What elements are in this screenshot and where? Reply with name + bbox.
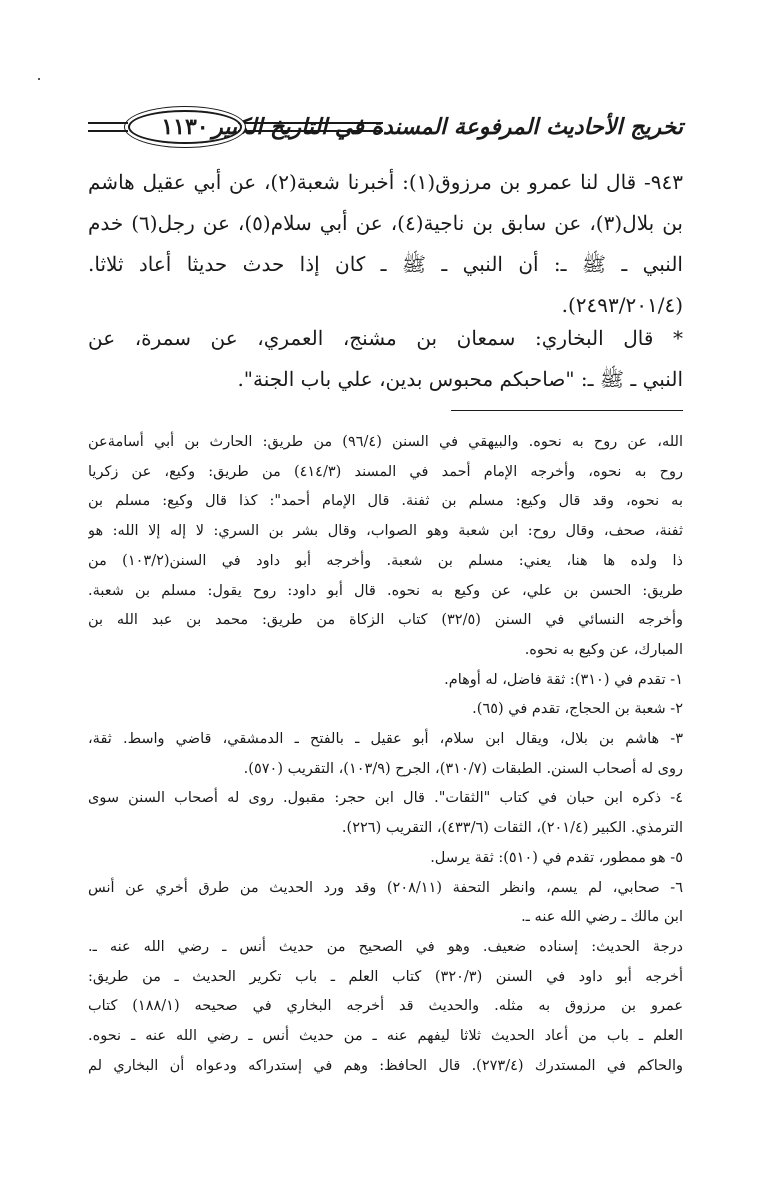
footnote-line: العلم ـ باب من أعاد الحديث ثلاثا ليفهم عنه ـ من حديث أنس ـ رضي الله عنه ـ نحوه.: [88, 1028, 683, 1045]
bukhari-comment: [88, 318, 683, 400]
hadith-line: بن بلال(٣)، عن سابق بن ناجية(٤)، عن أبي سلام(٥)، عن رجل(٦) خدم: [88, 211, 683, 235]
footnote-separator: [451, 410, 683, 411]
page-number: ١١٣٠: [128, 110, 242, 144]
footnote-line: ٦- صحابي، لم يسم، وانظر التحفة (٢٠٨/١١) وقد ورد الحديث من طرق أخري عن أنس: [88, 879, 683, 896]
footnotes: [88, 428, 683, 1081]
footnote-line: به نحوه، وقد قال وكيع: مسلم بن ثفنة. قال الإمام أحمد": كذا قال وكيع: مسلم بن: [88, 493, 683, 510]
running-title: تخريج الأحاديث المرفوعة المسندة في التاريخ الكبير: [212, 114, 683, 140]
hadith-line: ٩٤٣- قال لنا عمرو بن مرزوق(١): أخبرنا شعبة(٢)، عن أبي عقيل هاشم: [88, 170, 683, 194]
hadith-line: (٢٤٩٣/٢٠١/٤).: [561, 293, 683, 317]
footnote-line: عمرو بن مرزوق به مثله. والحديث قد أخرجه البخاري في صحيحه (١٨٨/١) كتاب: [88, 998, 683, 1015]
footnote-line: ثفنة، صحف، وقال روح: ابن شعبة وهو الصواب، وقال بشر بن السري: لا إله إلا الله: هو: [88, 523, 683, 540]
grading-line: درجة الحديث: إسناده ضعيف. وهو في الصحيح من حديث أنس ـ رضي الله عنه ـ.: [88, 938, 683, 955]
footnote-line: ٣- هاشم بن بلال، ويقال ابن سلام، أبو عقيل ـ بالفتح ـ الدمشقي، قاضي واسط. ثقة،: [88, 731, 683, 748]
footnote-line: ٤- ذكره ابن حبان في كتاب "الثقات". قال ابن حجر: مقبول. روى له أصحاب السنن سوى: [88, 790, 683, 807]
comment-line: النبي ـ ﷺ ـ: "صاحبكم محبوس بدين، علي باب الجنة".: [237, 367, 683, 391]
footnote-line: ٥- هو ممطور، تقدم في (٥١٠): ثقة يرسل.: [430, 849, 683, 866]
footnote-line: أخرجه أبو داود في السنن (٣٢٠/٣) كتاب العلم ـ باب تكرير الحديث ـ من طريق:: [88, 968, 683, 985]
footnote-line: الترمذي. الكبير (٢٠١/٤)، الثقات (٤٣٣/٦)، التقريب (٢٢٦).: [341, 820, 683, 837]
footnote-line: الله، عن روح به نحوه. والبيهقي في السنن (٩٦/٤) من طريق: الحارث بن أبي أسامةعن: [88, 434, 683, 450]
footnote-line: ٢- شعبة بن الحجاج، تقدم في (٦٥).: [472, 701, 683, 718]
stray-mark: [38, 78, 40, 80]
footnote-line: ذا ولده ها هنا، يعني: مسلم بن شعبة. وأخرجه أبو داود في السنن(١٠٣/٢) من: [88, 552, 683, 569]
footnote-line: ١- تقدم في (٣١٠): ثقة فاضل، له أوهام.: [444, 671, 683, 688]
footnote-line: روح به نحوه، وأخرجه الإمام أحمد في المسند (٤١٤/٣) من طريق: وكيع، عن زكريا: [88, 463, 683, 480]
footnote-line: وأخرجه النسائي في السنن (٣٢/٥) كتاب الزكاة من طريق: محمد بن عبد الله بن: [88, 612, 683, 629]
header-rule: [238, 122, 383, 132]
footnote-line: روى له أصحاب السنن. الطبقات (٣١٠/٧)، الجرح (١٠٣/٩)، التقريب (٥٧٠).: [243, 760, 683, 777]
hadith-text: [88, 162, 683, 326]
footnote-line: والحاكم في المستدرك (٢٧٣/٤). قال الحافظ: وهم في إستدراكه ودعواه أن البخاري لم: [88, 1057, 683, 1074]
footnote-line: ابن مالك ـ رضي الله عنه ـ.: [521, 909, 683, 926]
hadith-line: النبي ـ ﷺ ـ: أن النبي ـ ﷺ ـ كان إذا حدث حديثا أعاد ثلاثا.: [88, 252, 683, 276]
page-header: [88, 108, 683, 152]
header-rule-left: [88, 122, 128, 132]
footnote-line: طريق: الحسن بن علي، عن وكيع به نحوه. قال أبو داود: روح يقول: مسلم بن شعبة.: [88, 582, 683, 599]
footnote-line: المبارك، عن وكيع به نحوه.: [524, 641, 683, 658]
comment-line: * قال البخاري: سمعان بن مشنج، العمري، عن سمرة، عن: [88, 326, 683, 350]
